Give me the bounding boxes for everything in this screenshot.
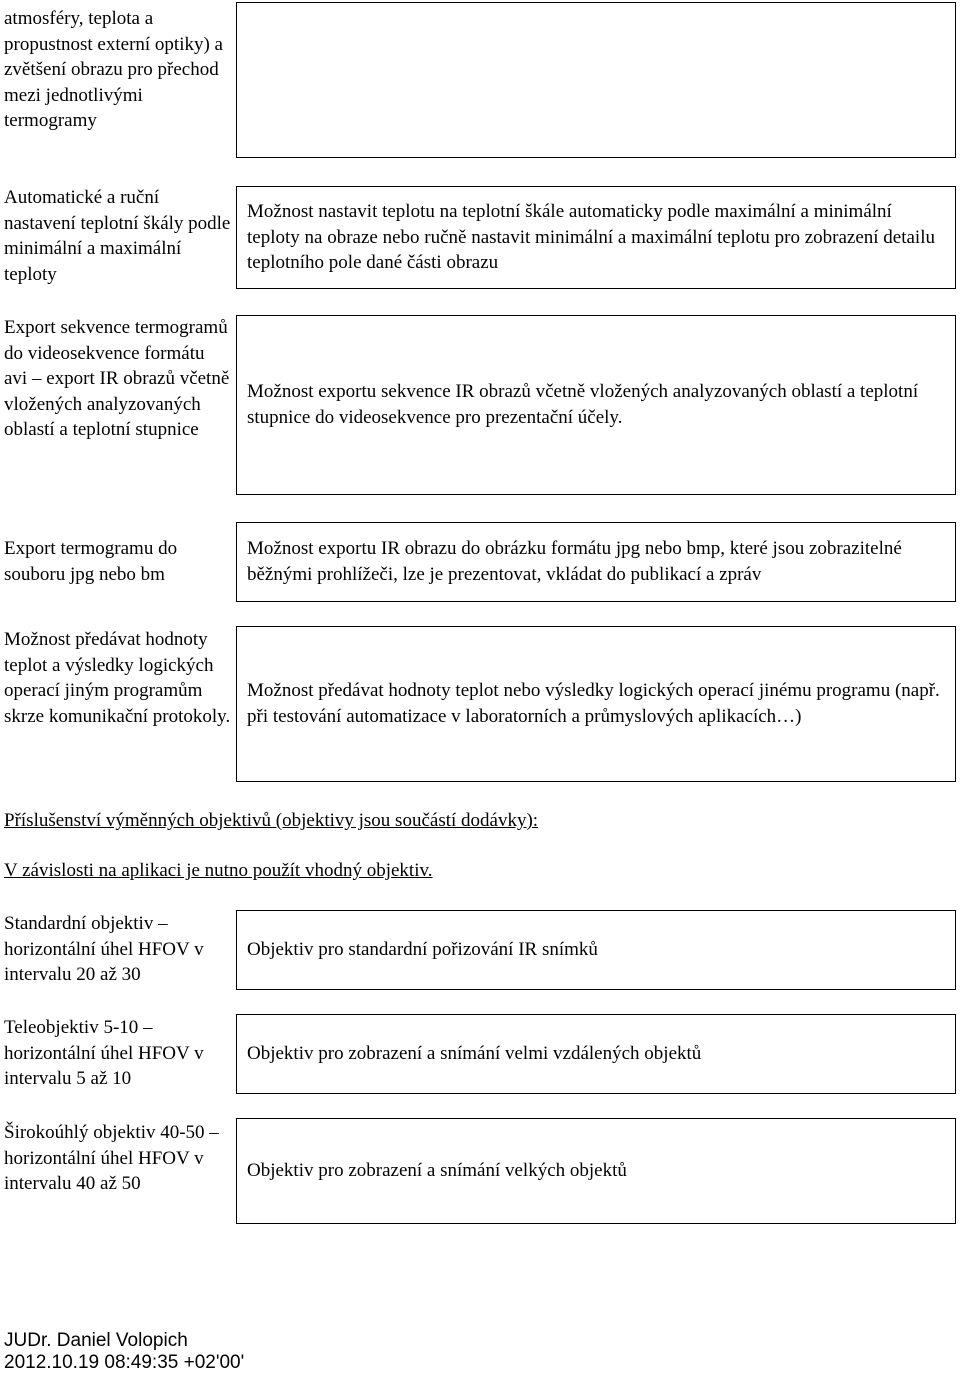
feature-label: Export sekvence termogramů do videosekvence formátu avi – export IR obrazů včetně vložených analyzovaných oblastí a teplotní stupnice bbox=[4, 317, 230, 441]
lens-label: Širokoúhlý objektiv 40-50 – horizontální úhel HFOV v intervalu 40 až 50 bbox=[4, 1122, 219, 1195]
lens-description-box bbox=[236, 910, 956, 990]
feature-description-box bbox=[236, 315, 956, 495]
feature-label: atmosféry, teplota a propustnost externí optiky) a zvětšení obrazu pro přechod mezi jednotlivými termogramy bbox=[4, 8, 223, 132]
feature-description: Možnost nastavit teplotu na teplotní škále automaticky podle maximální a minimální teploty na obraze nebo ručně nastavit minimální a maximální teplotu pro zobrazení detailu teplotního pole dané části obrazu bbox=[247, 201, 935, 274]
feature-description: Možnost exportu sekvence IR obrazů včetně vložených analyzovaných oblastí a teplotní stupnice do videosekvence pro prezentační účely. bbox=[247, 381, 919, 428]
lens-description: Objektiv pro standardní pořizování IR snímků bbox=[247, 939, 598, 961]
lens-description-box bbox=[236, 1014, 956, 1094]
signature-name: JUDr. Daniel Volopich bbox=[4, 1330, 188, 1351]
feature-description-box bbox=[236, 626, 956, 782]
digital-signature bbox=[4, 1330, 244, 1374]
feature-description-box bbox=[236, 186, 956, 289]
lens-description: Objektiv pro zobrazení a snímání velmi vzdálených objektů bbox=[247, 1043, 702, 1065]
feature-description-box bbox=[236, 2, 956, 158]
lens-label: Teleobjektiv 5-10 – horizontální úhel HFOV v intervalu 5 až 10 bbox=[4, 1017, 204, 1090]
lens-label: Standardní objektiv – horizontální úhel HFOV v intervalu 20 až 30 bbox=[4, 913, 204, 986]
accessories-heading: Příslušenství výměnných objektivů (objektivy jsou součástí dodávky): bbox=[4, 810, 539, 831]
lens-description: Objektiv pro zobrazení a snímání velkých objektů bbox=[247, 1160, 627, 1182]
feature-description: Možnost exportu IR obrazu do obrázku formátu jpg nebo bmp, které jsou zobrazitelné běžnými prohlížeči, lze je prezentovat, vkládat do publikací a zpráv bbox=[247, 538, 902, 585]
signature-timestamp: 2012.10.19 08:49:35 +02'00' bbox=[4, 1352, 245, 1373]
lens-description-box bbox=[236, 1118, 956, 1224]
feature-label: Automatické a ruční nastavení teplotní škály podle minimální a maximální teploty bbox=[4, 187, 231, 285]
feature-label: Export termogramu do souboru jpg nebo bm bbox=[4, 538, 178, 585]
feature-description-box bbox=[236, 522, 956, 602]
feature-label: Možnost předávat hodnoty teplot a výsledky logických operací jiným programům skrze komunikační protokoly. bbox=[4, 629, 231, 727]
feature-description: Možnost předávat hodnoty teplot nebo výsledky logických operací jinému programu (např. při testování automatizace v laboratorních a průmyslových aplikacích…) bbox=[247, 680, 940, 727]
lens-note: V závislosti na aplikaci je nutno použít vhodný objektiv. bbox=[4, 860, 433, 881]
